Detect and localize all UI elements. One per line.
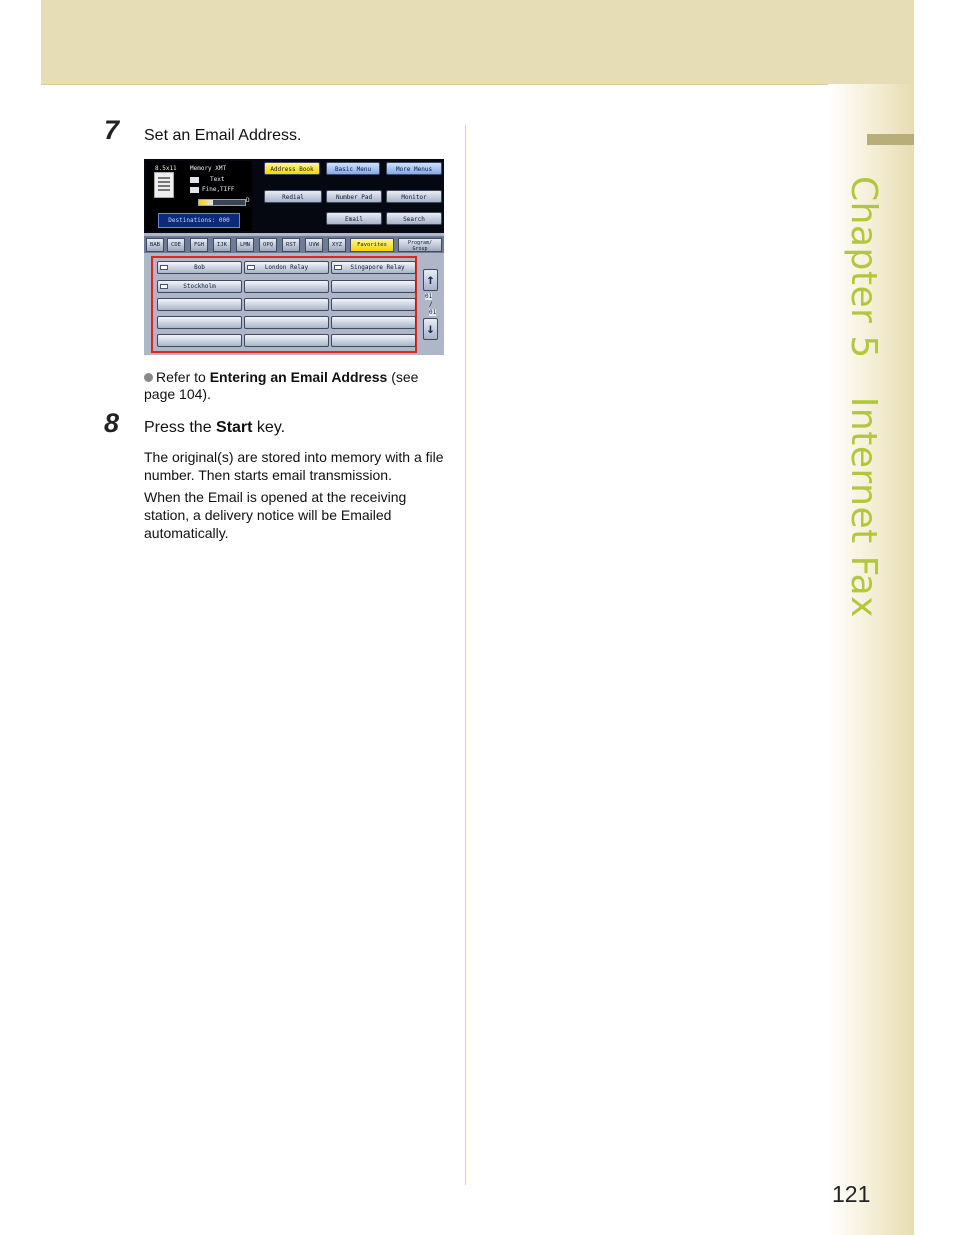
tab-ijk[interactable]: IJK [213, 238, 231, 252]
monitor-button[interactable]: Monitor [386, 190, 442, 203]
entry-label: Singapore Relay [350, 264, 405, 271]
empty-entry[interactable] [157, 298, 242, 311]
page-current: 01 [425, 293, 433, 300]
email-button[interactable]: Email [326, 212, 382, 225]
density-end: D [246, 197, 250, 204]
empty-entry[interactable] [244, 334, 329, 347]
header-band [41, 0, 914, 85]
tab-rst[interactable]: RST [282, 238, 300, 252]
text-mode: Text [210, 176, 225, 183]
note-suffix: (see page 104). [144, 369, 419, 402]
tab-opq[interactable]: OPQ [259, 238, 277, 252]
step-7-number: 7 [104, 115, 120, 145]
step-8-paragraph-2: When the Email is opened at the receiving station, a delivery notice will be Emailed automatically. [144, 489, 407, 541]
empty-entry[interactable] [331, 316, 416, 329]
empty-entry[interactable] [331, 334, 416, 347]
entry-singapore-relay[interactable] [331, 261, 416, 274]
resolution-icon [190, 187, 199, 193]
text-mode-icon [190, 177, 199, 183]
entry-label: Bob [194, 264, 205, 271]
scroll-down-arrow-icon[interactable]: ↓ [423, 318, 438, 340]
mode-label: Memory XMT [190, 165, 227, 172]
empty-entry[interactable] [244, 280, 329, 293]
chapter-heading [843, 176, 884, 656]
status-panel [146, 161, 252, 231]
number-pad-button[interactable]: Number Pad [326, 190, 382, 203]
tab-fgh[interactable]: FGH [190, 238, 208, 252]
basic-menu-button[interactable]: Basic Menu [326, 162, 380, 175]
empty-entry[interactable] [244, 298, 329, 311]
screen-top-area [144, 159, 444, 233]
note-prefix: Refer to [156, 369, 210, 385]
entry-london-relay[interactable] [244, 261, 329, 274]
entry-label: London Relay [264, 264, 309, 271]
step-8-title-suffix: key. [252, 419, 286, 436]
empty-entry[interactable] [157, 334, 242, 347]
document-thumbnail-icon [154, 172, 174, 198]
tab-lmn[interactable]: LMN [236, 238, 254, 252]
step-8-title [144, 419, 285, 437]
density-bar [198, 199, 246, 206]
entry-bob[interactable] [157, 261, 242, 274]
step-8-number: 8 [104, 408, 120, 438]
page-number: 121 [832, 1181, 871, 1207]
tab-cde[interactable]: CDE [167, 238, 185, 252]
step-8-title-key: Start [216, 419, 253, 436]
index-tabs [144, 236, 444, 253]
page-total: 01 [429, 309, 437, 316]
favorites-highlight-box [151, 256, 417, 353]
empty-entry[interactable] [157, 316, 242, 329]
paper-size: 8.5x11 [155, 165, 177, 172]
resolution: Fine,TIFF [202, 186, 235, 193]
page-separator: / [429, 301, 433, 308]
note-reference: Entering an Email Address [209, 369, 388, 385]
chapter-title: Internet Fax [843, 396, 884, 618]
scroll-up-arrow-icon[interactable]: ↑ [423, 269, 438, 291]
program-group-button[interactable]: Program/ Group [398, 238, 442, 252]
step-7-note [144, 369, 444, 403]
step-8-title-prefix: Press the [144, 419, 217, 436]
bullet-icon [144, 373, 153, 382]
redial-button[interactable]: Redial [264, 190, 322, 203]
step-7-title: Set an Email Address. [144, 127, 302, 144]
entry-label: Stockholm [183, 283, 216, 290]
search-button[interactable]: Search [386, 212, 442, 225]
destinations-count: Destinations: 000 [158, 213, 240, 228]
empty-entry[interactable] [331, 298, 416, 311]
chapter-label: Chapter 5 [843, 176, 884, 359]
tab-uvw[interactable]: UVW [305, 238, 323, 252]
tab-favorites[interactable]: Favorites [350, 238, 394, 252]
control-panel-screenshot [144, 159, 444, 355]
chapter-marker-bar [867, 134, 914, 145]
tab-bab[interactable]: BAB [146, 238, 164, 252]
empty-entry[interactable] [331, 280, 416, 293]
step-8-paragraph-1: The original(s) are stored into memory with a file number. Then starts email transmission. [144, 449, 444, 483]
column-divider [465, 125, 466, 1185]
empty-entry[interactable] [244, 316, 329, 329]
tab-xyz[interactable]: XYZ [328, 238, 346, 252]
entry-stockholm[interactable] [157, 280, 242, 293]
address-book-button[interactable]: Address Book [264, 162, 320, 175]
more-menus-button[interactable]: More Menus [386, 162, 442, 175]
